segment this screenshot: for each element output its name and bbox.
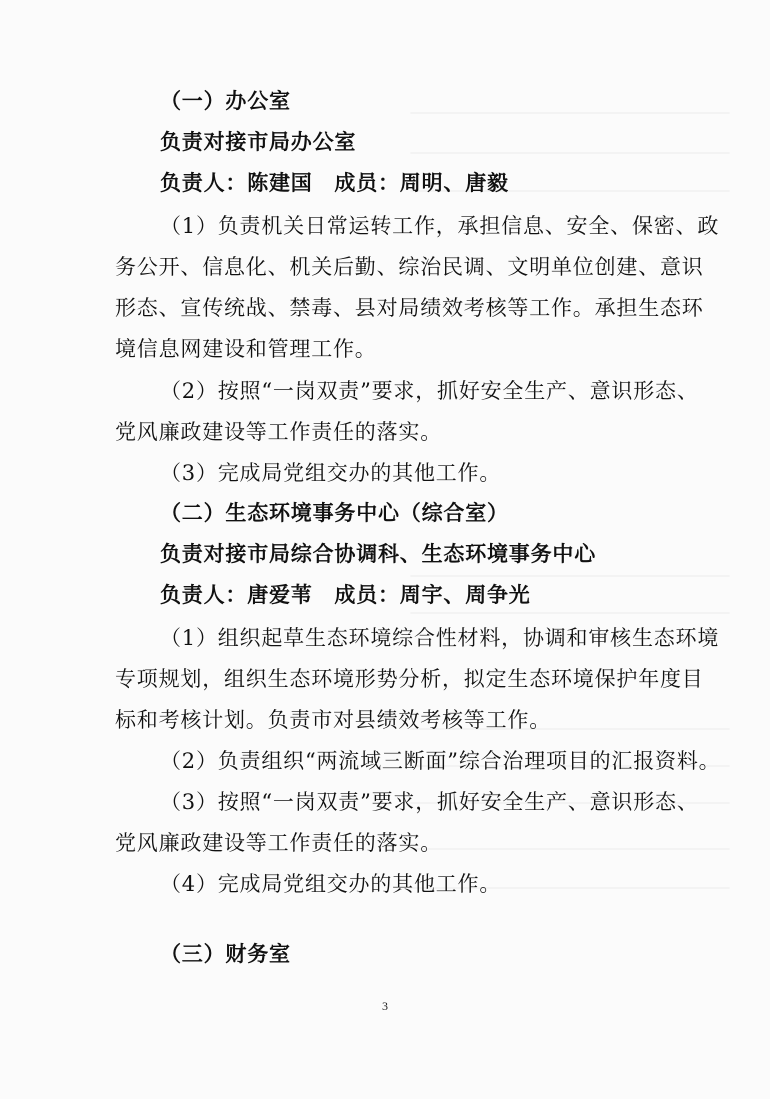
- liaison-line-eco-center: 负责对接市局综合协调科、生态环境事务中心: [160, 542, 596, 566]
- eco-item1-line2: 专项规划，组织生态环境形势分析，拟定生态环境保护年度目: [115, 667, 704, 691]
- office-item1-line2: 务公开、信息化、机关后勤、综治民调、文明单位创建、意识: [115, 255, 704, 279]
- eco-item2: （2）负责组织“两流域三断面”综合治理项目的汇报资料。: [160, 749, 721, 773]
- section-heading-office: （一）办公室: [160, 89, 291, 113]
- page-number: 3: [382, 999, 388, 1013]
- office-item2-line1: （2）按照“一岗双责”要求，抓好安全生产、意识形态、: [160, 379, 699, 403]
- eco-item4: （4）完成局党组交办的其他工作。: [160, 872, 502, 896]
- eco-item3-line2: 党风廉政建设等工作责任的落实。: [115, 831, 442, 855]
- office-item2-line2: 党风廉政建设等工作责任的落实。: [115, 420, 442, 444]
- eco-item3-line1: （3）按照“一岗双责”要求，抓好安全生产、意识形态、: [160, 790, 699, 814]
- office-item1-line4: 境信息网建设和管理工作。: [115, 337, 377, 361]
- eco-item1-line3: 标和考核计划。负责市对县绩效考核等工作。: [115, 708, 551, 732]
- section-heading-eco-center: （二）生态环境事务中心（综合室）: [160, 501, 509, 525]
- people-line-eco-center: 负责人：唐爱苇 成员：周宇、周争光: [160, 583, 531, 607]
- office-item1-line3: 形态、宣传统战、禁毒、县对局绩效考核等工作。承担生态环: [115, 296, 704, 320]
- office-item1-line1: （1）负责机关日常运转工作，承担信息、安全、保密、政: [160, 214, 720, 238]
- section-heading-finance: （三）财务室: [160, 942, 291, 966]
- office-item3: （3）完成局党组交办的其他工作。: [160, 461, 502, 485]
- eco-item1-line1: （1）组织起草生态环境综合性材料，协调和审核生态环境: [160, 626, 720, 650]
- liaison-line-office: 负责对接市局办公室: [160, 130, 357, 154]
- people-line-office: 负责人：陈建国 成员：周明、唐毅: [160, 171, 509, 195]
